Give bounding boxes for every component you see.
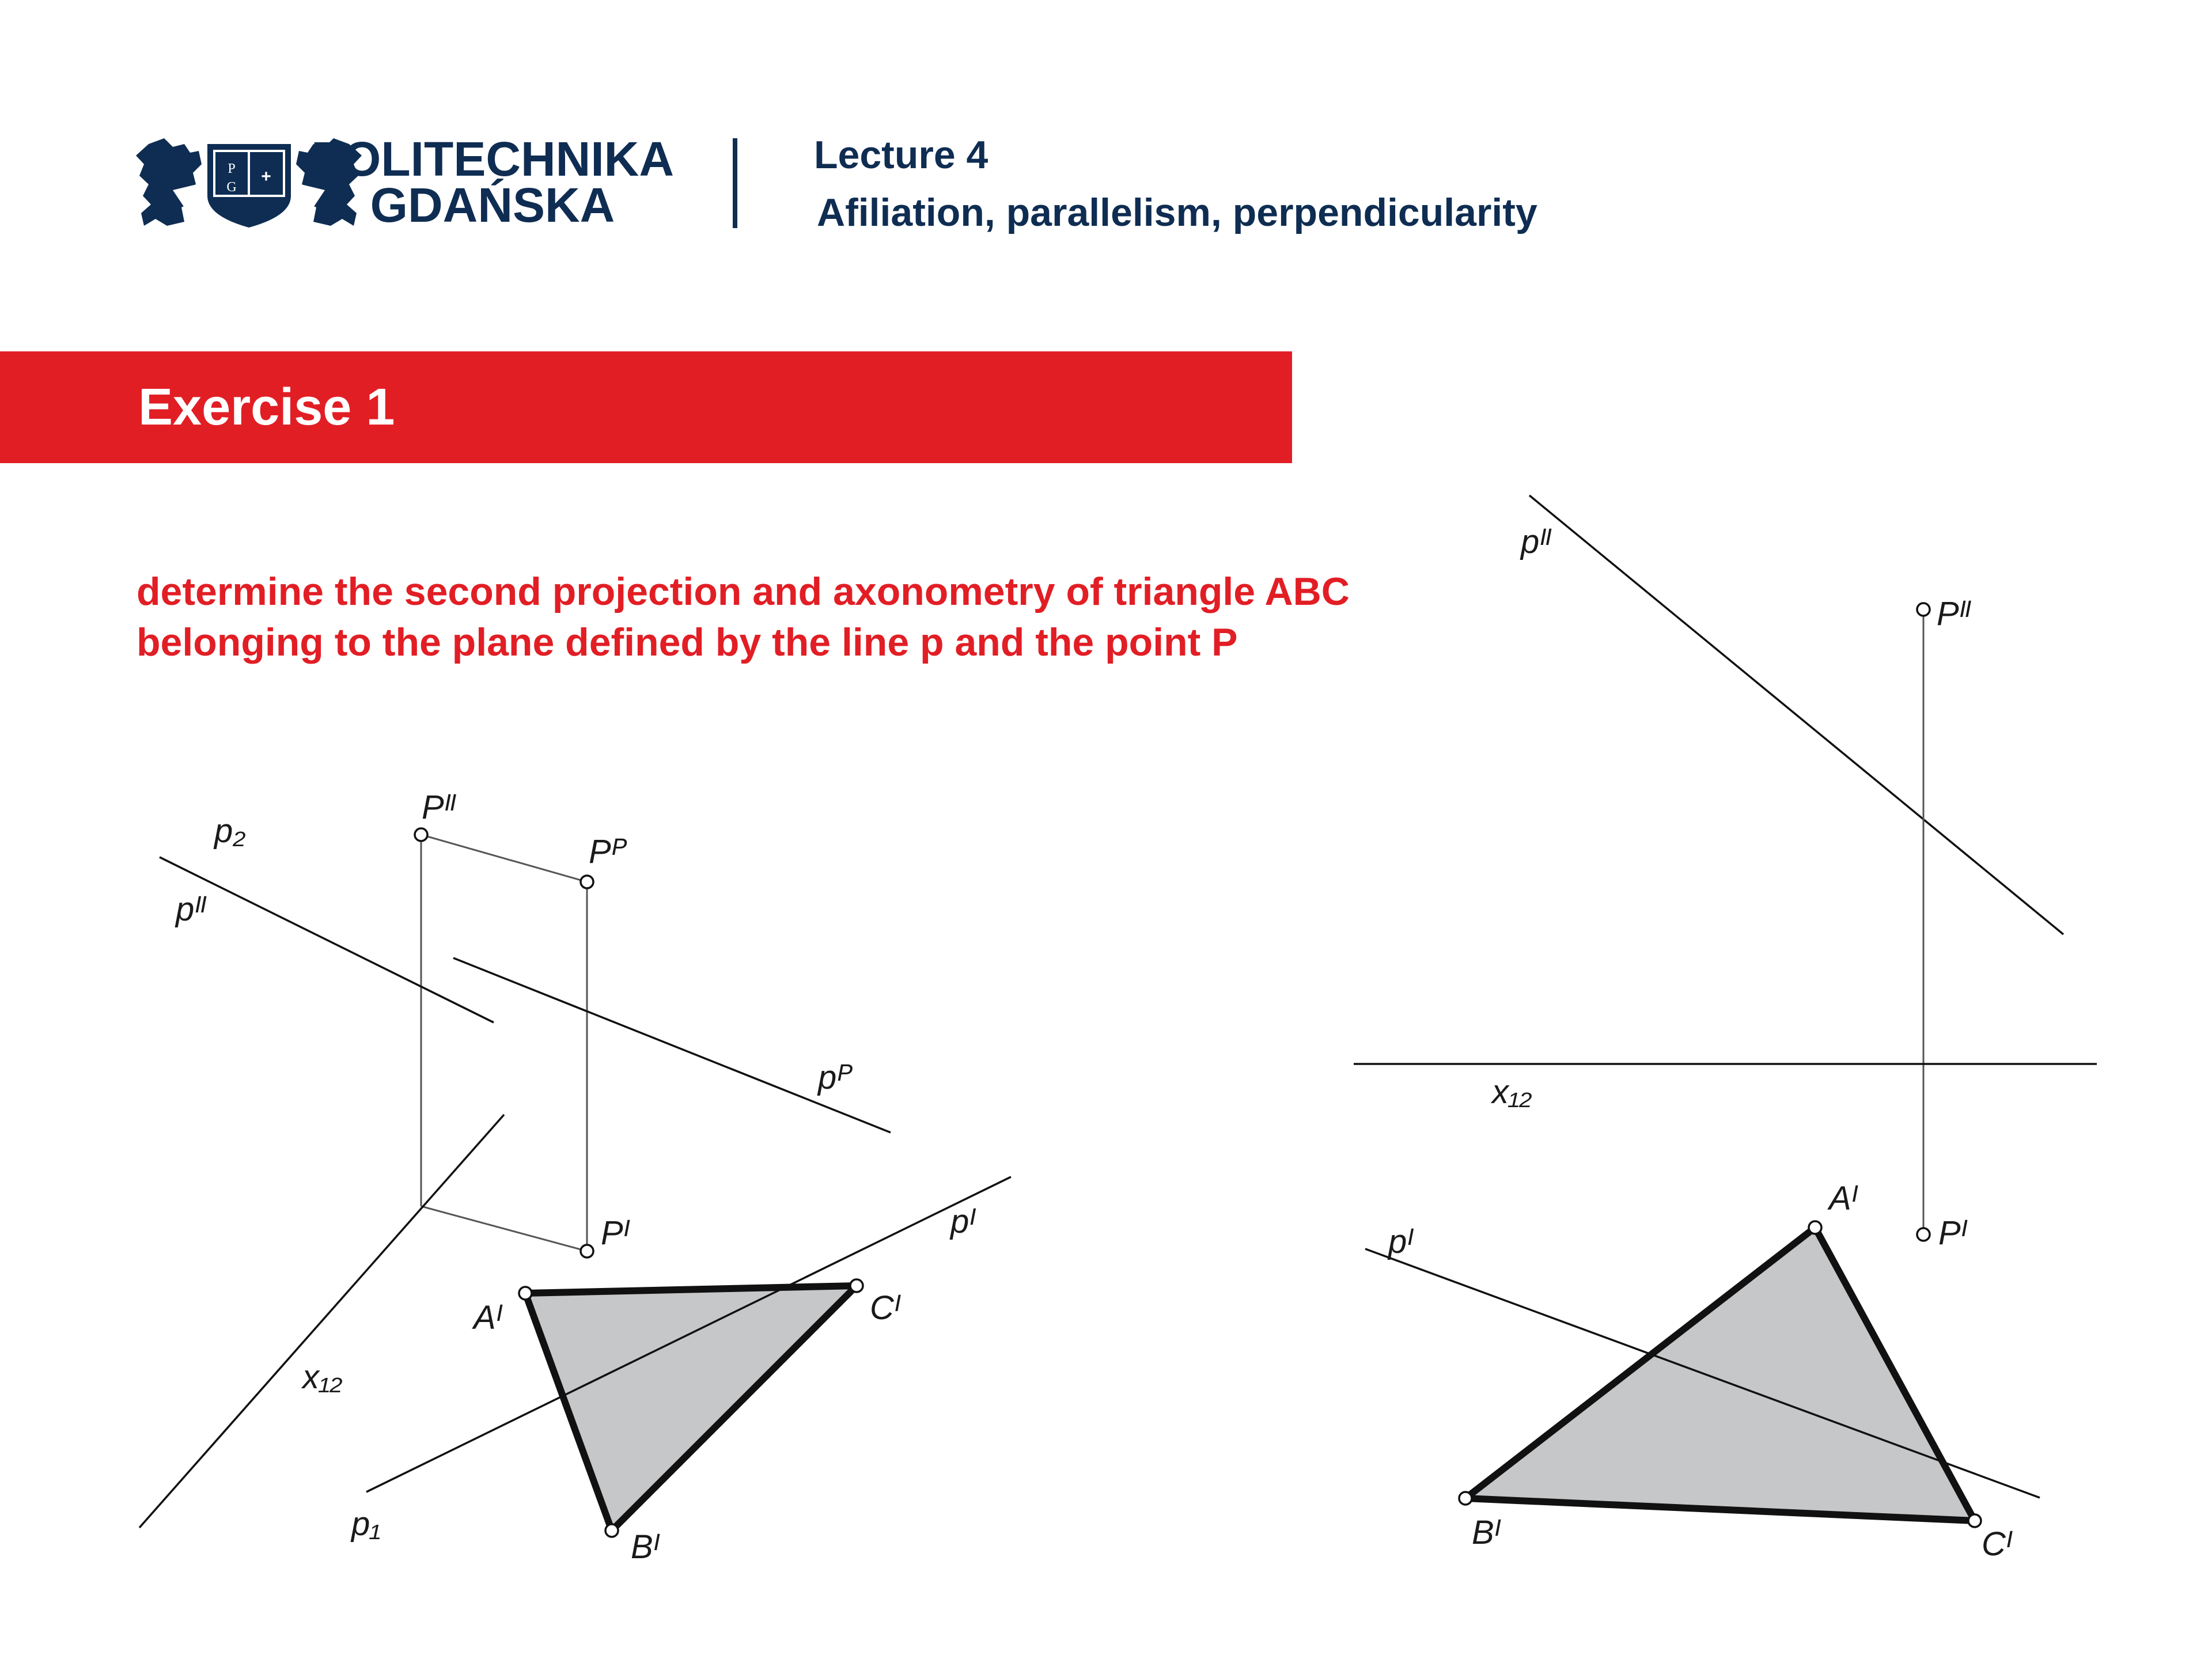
label-PI: Pᴵ [601, 1214, 629, 1252]
label-PII: Pᴵᴵ [1937, 595, 1970, 632]
exercise-title: Exercise 1 [138, 378, 395, 436]
label-BI: Bᴵ [1472, 1514, 1500, 1551]
label-pI: pᴵ [950, 1203, 975, 1240]
triangle-abc-plan [1465, 1228, 1975, 1521]
point-AI [1809, 1221, 1821, 1234]
lecture-topic: Afiliation, parallelism, perpendicularity [817, 191, 1537, 234]
label-AI: Aᴵ [1829, 1180, 1857, 1217]
label-pP: pᴾ [818, 1059, 851, 1096]
label-pII: pᴵᴵ [176, 891, 205, 928]
label-BI: Bᴵ [631, 1528, 659, 1566]
point-PII [415, 828, 427, 841]
label-x12: x₁₂ [302, 1358, 343, 1396]
label-PP: Pᴾ [589, 833, 626, 870]
shield-emblem [207, 144, 291, 228]
line-pII [1529, 495, 2063, 934]
point-CI [1968, 1514, 1981, 1527]
label-PI: Pᴵ [1938, 1214, 1967, 1252]
point-PI [1917, 1228, 1930, 1241]
task-line-2: belonging to the plane defined by the line p and the point P [137, 620, 1238, 664]
point-BI [605, 1524, 618, 1537]
point-PI [581, 1245, 593, 1257]
lecture-number: Lecture 4 [814, 133, 988, 177]
label-CI: Cᴵ [870, 1289, 900, 1327]
logo-text-line1: POLITECHNIKA [311, 132, 674, 186]
label-x12: x₁₂ [1492, 1073, 1532, 1111]
emblem-letter-p: P [228, 161, 236, 176]
point-BI [1459, 1492, 1472, 1505]
connector-pII-pP [421, 835, 587, 882]
label-p1: p₁ [351, 1505, 381, 1543]
label-CI: Cᴵ [1982, 1525, 2012, 1563]
connector-x12-pI [421, 1206, 587, 1251]
orthographic-drawing [1354, 495, 2097, 1563]
task-line-1: determine the second projection and axonometry of triangle ABC [137, 570, 1350, 613]
university-logo [136, 132, 674, 232]
left-griffin-icon [136, 138, 204, 226]
emblem-cross-icon: + [261, 167, 271, 186]
point-PII [1917, 603, 1930, 616]
axonometric-drawing [139, 789, 1011, 1566]
label-AI: Aᴵ [474, 1299, 502, 1336]
label-p2: p₂ [214, 812, 246, 850]
emblem-letter-g: G [226, 180, 237, 195]
point-AI [519, 1287, 532, 1300]
line-p2-pII [160, 857, 494, 1022]
point-CI [850, 1279, 863, 1292]
point-PP [581, 876, 593, 888]
logo-text-line2: GDAŃSKA [370, 178, 615, 232]
line-pP [453, 958, 891, 1132]
label-pI: pᴵ [1388, 1223, 1412, 1260]
line-x12-axis [139, 1115, 504, 1528]
triangle-abc-axonometric [525, 1286, 857, 1531]
label-PII: Pᴵᴵ [422, 789, 455, 826]
label-pII: pᴵᴵ [1521, 523, 1550, 560]
